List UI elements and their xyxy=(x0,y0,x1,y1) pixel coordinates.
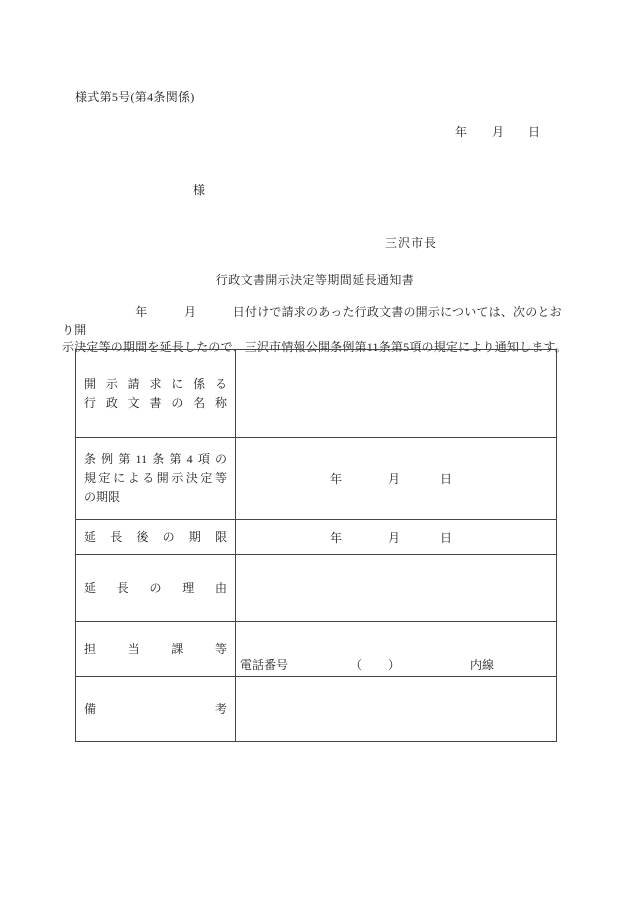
original-deadline-day-label: 日 xyxy=(440,472,453,486)
label-responsible-section xyxy=(76,622,236,677)
label-requested-document-name-line1: 開示請求に係る xyxy=(84,376,227,391)
label-remarks xyxy=(76,677,236,742)
value-extension-reason xyxy=(236,555,556,622)
original-deadline-date-line xyxy=(236,438,556,519)
label-requested-document-name-line2: 行政文書の名称 xyxy=(84,395,227,410)
issue-date-line xyxy=(455,123,540,140)
value-responsible-section xyxy=(236,622,556,677)
body-line-1: 年 月 日付けで請求のあった行政文書の開示については、次のとおり開 xyxy=(62,305,562,337)
extended-deadline-month-label: 月 xyxy=(388,530,401,545)
value-remarks xyxy=(236,677,556,742)
label-original-deadline xyxy=(76,438,236,520)
label-original-deadline-line3: の期限 xyxy=(84,490,121,504)
label-original-deadline-line2: 規定による開示決定等 xyxy=(84,471,227,485)
original-deadline-month-label: 月 xyxy=(388,472,401,486)
label-responsible-section-text: 担当課等 xyxy=(84,641,227,656)
extension-number-label: 内線 xyxy=(470,658,495,672)
phone-paren-close: ） xyxy=(388,658,401,672)
phone-paren-open: （ xyxy=(350,658,363,672)
sender-name: 三沢市長 xyxy=(385,236,438,250)
phone-number-label: 電話番号 xyxy=(240,658,289,672)
extended-deadline-year-label: 年 xyxy=(330,530,343,545)
value-extended-deadline xyxy=(236,520,556,555)
extended-deadline-day-label: 日 xyxy=(440,530,453,545)
document-title: 行政文書開示決定等期間延長通知書 xyxy=(215,273,415,287)
notice-table xyxy=(75,349,557,742)
body-line-2: 示決定等の期間を延長したので、三沢市情報公開条例第11条第5項の規定により通知します。 xyxy=(62,340,567,354)
form-number: 様式第5号(第4条関係) xyxy=(75,90,195,104)
label-extension-reason-text: 延長の理由 xyxy=(84,580,227,595)
label-extension-reason xyxy=(76,555,236,622)
label-extended-deadline-text: 延長後の期限 xyxy=(84,529,227,544)
issue-date-year-label: 年 xyxy=(455,125,468,139)
addressee-suffix: 様 xyxy=(193,183,206,197)
label-remarks-text: 備考 xyxy=(84,702,227,716)
label-original-deadline-line1: 条例第11条第4項の xyxy=(84,452,227,466)
issue-date-day-label: 日 xyxy=(528,125,541,139)
phone-extension-line xyxy=(240,656,494,673)
value-original-deadline xyxy=(236,438,556,520)
extended-deadline-date-line xyxy=(236,520,556,554)
value-requested-document-name xyxy=(236,350,556,438)
original-deadline-year-label: 年 xyxy=(330,472,343,486)
issue-date-month-label: 月 xyxy=(492,125,505,139)
label-extended-deadline xyxy=(76,520,236,555)
label-requested-document-name xyxy=(76,350,236,438)
